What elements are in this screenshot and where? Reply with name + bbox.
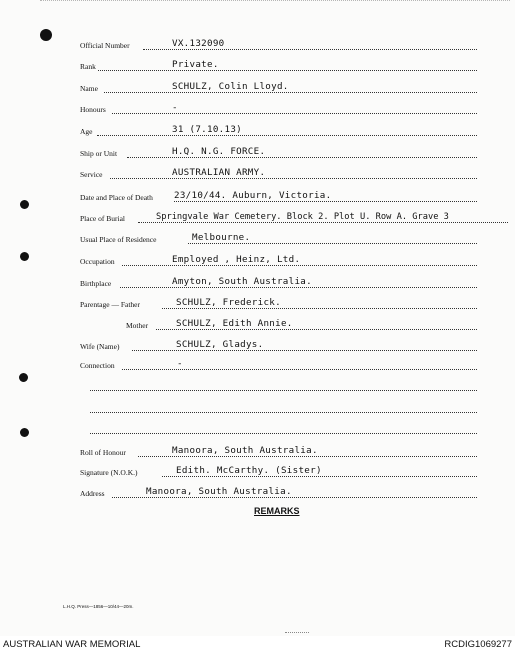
- footer-institution: AUSTRALIAN WAR MEMORIAL: [3, 639, 141, 650]
- field-label: Honours: [80, 105, 106, 114]
- field-label: Parentage — Father: [80, 300, 140, 309]
- field-line: [120, 287, 477, 288]
- field-line: [156, 329, 477, 330]
- field-value: Springvale War Cemetery. Block 2. Plot U. Row A. Grave 3: [156, 212, 449, 222]
- field-value: Melbourne.: [192, 232, 251, 243]
- footer-record-id: RCDIG1069277: [444, 639, 512, 650]
- field-value: Amyton, South Australia.: [172, 276, 312, 287]
- field-label: Age: [80, 127, 93, 136]
- field-value: Manoora, South Australia.: [146, 486, 292, 497]
- field-signature: [80, 464, 477, 480]
- field-honours: [80, 101, 477, 117]
- field-line: [112, 113, 477, 114]
- field-line: [104, 92, 477, 93]
- field-line: [162, 308, 477, 309]
- field-line: [143, 49, 477, 50]
- scan-edge-noise: [40, 0, 510, 7]
- field-line: [138, 456, 477, 457]
- field-label: Mother: [126, 321, 149, 330]
- field-label: Date and Place of Death: [80, 193, 153, 202]
- field-usual-residence: [80, 231, 477, 247]
- field-service: [80, 166, 477, 182]
- connection-line: [90, 390, 477, 391]
- field-value: Employed , Heinz, Ltd.: [172, 254, 301, 265]
- field-value: -: [172, 102, 178, 113]
- field-value: 31 (7.10.13): [172, 124, 242, 135]
- field-value: -: [177, 358, 183, 369]
- field-line: [112, 497, 477, 498]
- field-line: [122, 265, 477, 266]
- connection-line: [90, 433, 477, 434]
- field-value: 23/10/44. Auburn, Victoria.: [174, 190, 332, 201]
- field-line: [162, 476, 477, 477]
- field-value: H.Q. N.G. FORCE.: [172, 146, 266, 157]
- field-label: Rank: [80, 62, 96, 71]
- punch-hole: [20, 200, 29, 209]
- field-connection: [80, 357, 477, 373]
- field-label: Address: [80, 489, 105, 498]
- field-value: SCHULZ, Gladys.: [176, 339, 264, 350]
- field-value: VX.132090: [172, 38, 225, 49]
- field-label: Signature (N.O.K.): [80, 468, 138, 477]
- field-label: Connection: [80, 361, 115, 370]
- connection-line: [90, 412, 477, 413]
- field-roll-of-honour: [80, 444, 477, 460]
- punch-hole: [19, 373, 28, 382]
- field-line: [132, 350, 477, 351]
- field-line: [98, 70, 477, 71]
- field-official-number: [80, 37, 477, 53]
- field-value: SCHULZ, Frederick.: [176, 297, 281, 308]
- field-line: [110, 178, 477, 179]
- field-value: Edith. McCarthy. (Sister): [176, 465, 322, 476]
- field-value: Private.: [172, 59, 219, 70]
- field-label: Wife (Name): [80, 342, 120, 351]
- field-birthplace: [80, 275, 477, 291]
- field-label: Occupation: [80, 257, 115, 266]
- printer-note: L.H.Q. Press—1856—10/44—20m.: [63, 604, 134, 609]
- field-label: Roll of Honour: [80, 448, 126, 457]
- field-wife: [80, 338, 477, 354]
- field-ship-or-unit: [80, 145, 477, 161]
- field-value: SCHULZ, Edith Annie.: [176, 318, 293, 329]
- field-value: SCHULZ, Colin Lloyd.: [172, 81, 289, 92]
- field-address: [80, 485, 477, 501]
- field-name: [80, 80, 477, 96]
- field-value: AUSTRALIAN ARMY.: [172, 167, 266, 178]
- field-label: Birthplace: [80, 279, 112, 288]
- field-rank: [80, 58, 477, 74]
- remarks-heading: REMARKS: [254, 506, 300, 516]
- field-line: [138, 222, 508, 223]
- field-date-place-of-death: [80, 189, 477, 205]
- field-place-of-burial: [80, 210, 508, 226]
- field-mother: [80, 317, 477, 333]
- field-label: Usual Place of Residence: [80, 235, 157, 244]
- field-value: Manoora, South Australia.: [172, 445, 318, 456]
- field-line: [97, 135, 477, 136]
- punch-hole: [20, 428, 29, 437]
- scan-edge-noise: [285, 632, 309, 633]
- field-line: [174, 201, 477, 202]
- field-age: [80, 123, 477, 139]
- field-line: [127, 157, 477, 158]
- field-label: Place of Burial: [80, 214, 125, 223]
- field-line: [188, 243, 477, 244]
- field-label: Name: [80, 84, 98, 93]
- field-line: [122, 369, 477, 370]
- field-father: [80, 296, 477, 312]
- punch-hole: [20, 252, 29, 261]
- field-label: Ship or Unit: [80, 149, 118, 158]
- field-occupation: [80, 253, 477, 269]
- punch-hole: [40, 29, 52, 41]
- field-label: Service: [80, 170, 103, 179]
- field-label: Official Number: [80, 41, 130, 50]
